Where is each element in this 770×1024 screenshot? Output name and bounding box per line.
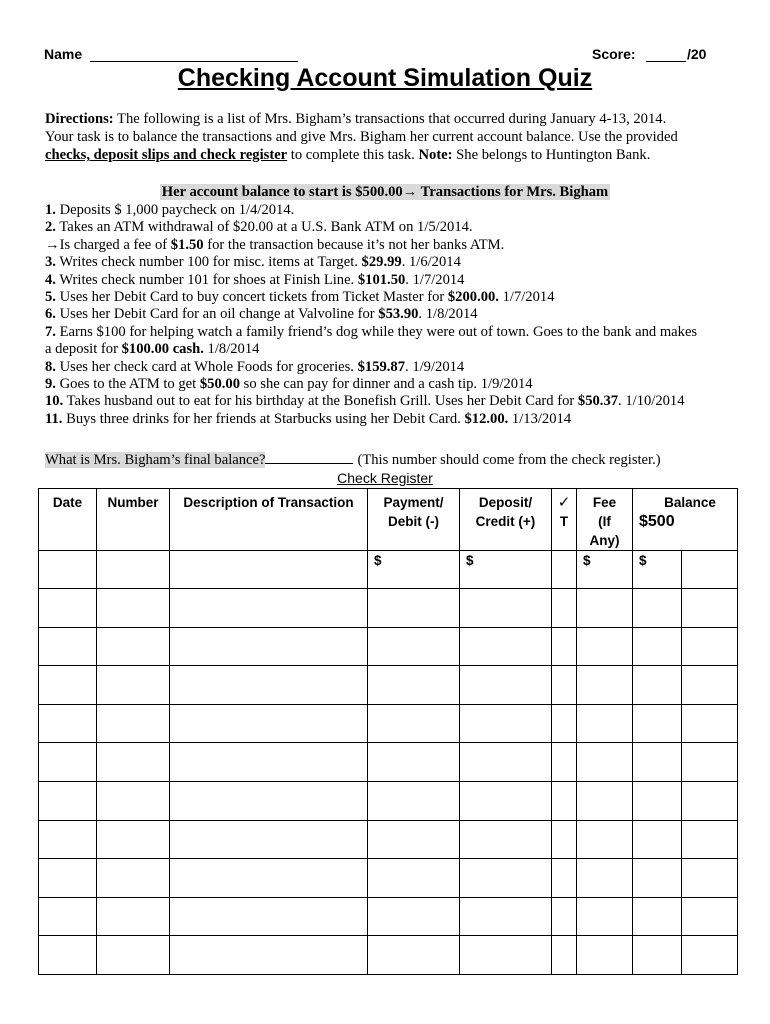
transaction-line: [45, 202, 735, 219]
cell-number[interactable]: [97, 936, 170, 975]
cell-payment[interactable]: [368, 820, 460, 859]
directions-materials: checks, deposit slips and check register: [45, 147, 288, 163]
transaction-amount: $159.87: [357, 358, 406, 375]
cell-description[interactable]: [170, 589, 368, 628]
cell-balance[interactable]: [633, 781, 682, 820]
transaction-text: a deposit for: [45, 341, 122, 358]
directions-line1: The following is a list of Mrs. Bigham’s transactions that occurred during January 4-13, 2014.: [113, 111, 667, 127]
register-header-row: [39, 489, 738, 551]
cell-description[interactable]: [170, 859, 368, 898]
transaction-date: 1/13/2014: [508, 410, 572, 427]
cell-number[interactable]: [97, 743, 170, 782]
cell-date[interactable]: [39, 551, 97, 589]
col-deposit-l1: Deposit/: [478, 495, 533, 510]
transaction-text: Uses her Debit Card for an oil change at Valvoline for: [55, 306, 379, 323]
cell-description[interactable]: [170, 781, 368, 820]
cell-balance-cents[interactable]: [682, 897, 738, 936]
transaction-number: 7.: [45, 323, 56, 340]
transaction-text: →Is charged a fee of: [45, 236, 171, 253]
col-payment: [368, 489, 460, 551]
register-row: [39, 589, 738, 628]
transaction-number: 1.: [45, 202, 56, 218]
cell-deposit[interactable]: [460, 666, 552, 705]
transaction-amount: $1.50: [170, 236, 204, 253]
cell-balance-cents[interactable]: [682, 666, 738, 705]
transaction-number: 9.: [45, 376, 56, 393]
score-blank[interactable]: [646, 61, 686, 62]
transaction-date: 1/8/2014: [203, 341, 260, 358]
page-title: Checking Account Simulation Quiz: [177, 64, 593, 92]
transaction-line: [45, 237, 735, 254]
transaction-line: [45, 254, 735, 271]
cell-description[interactable]: [170, 551, 368, 589]
cell-fee[interactable]: [577, 936, 633, 975]
cell-balance-cents[interactable]: [682, 859, 738, 898]
cell-balance[interactable]: $: [633, 551, 682, 589]
cell-balance[interactable]: [633, 859, 682, 898]
transaction-text: Takes an ATM withdrawal of $20.00 at a U.S. Bank ATM on 1/5/2014.: [55, 219, 473, 236]
transaction-line: [45, 289, 735, 306]
cell-balance[interactable]: [633, 897, 682, 936]
transaction-text: Uses her check card at Whole Foods for groceries.: [55, 358, 358, 375]
cell-deposit[interactable]: [460, 704, 552, 743]
transaction-number: 8.: [45, 358, 56, 375]
cell-balance-cents[interactable]: [682, 589, 738, 628]
transaction-amount: $100.00 cash.: [121, 341, 204, 358]
balance-start-value: $500: [639, 513, 675, 530]
transaction-amount: $200.00.: [447, 289, 499, 306]
cell-number[interactable]: [97, 704, 170, 743]
col-deposit: [460, 489, 552, 551]
cell-number[interactable]: [97, 551, 170, 589]
cell-deposit[interactable]: [460, 627, 552, 666]
register-row: [39, 936, 738, 975]
transaction-line: [45, 393, 735, 410]
register-title: Check Register: [337, 470, 433, 486]
cell-fee[interactable]: [577, 820, 633, 859]
transaction-text: Deposits $ 1,000 paycheck on 1/4/2014.: [55, 202, 295, 218]
cell-description[interactable]: [170, 936, 368, 975]
note-text: She belongs to Huntington Bank.: [452, 147, 651, 163]
cell-payment[interactable]: [368, 936, 460, 975]
cell-date[interactable]: [39, 936, 97, 975]
register-row: [39, 897, 738, 936]
cell-fee[interactable]: [577, 897, 633, 936]
col-check: [552, 489, 577, 551]
cell-payment[interactable]: [368, 704, 460, 743]
name-label: Name: [44, 46, 83, 62]
transaction-line: [45, 272, 735, 289]
register-row: [39, 781, 738, 820]
cell-deposit[interactable]: [460, 589, 552, 628]
cell-deposit[interactable]: [460, 936, 552, 975]
transaction-date: 1/7/2014: [498, 289, 555, 306]
transaction-amount: $53.90: [378, 306, 419, 323]
transaction-date: . 1/6/2014: [401, 254, 461, 271]
cell-check[interactable]: [552, 820, 577, 859]
question-text: What is Mrs. Bigham’s final balance?: [45, 452, 266, 468]
cell-check[interactable]: [552, 781, 577, 820]
cell-payment[interactable]: [368, 589, 460, 628]
transaction-date: . 1/7/2014: [405, 271, 465, 288]
cell-description[interactable]: [170, 897, 368, 936]
transaction-line: [45, 306, 735, 323]
cell-description[interactable]: [170, 820, 368, 859]
directions-line3: to complete this task.: [287, 147, 419, 163]
register-row: [39, 743, 738, 782]
transaction-number: 10.: [45, 393, 64, 410]
transaction-amount: $12.00.: [464, 410, 509, 427]
note-label: Note:: [418, 147, 453, 163]
transaction-date: so she can pay for dinner and a cash tip. 1/9/2014: [240, 376, 533, 393]
register-row: [39, 666, 738, 705]
transaction-line: [45, 219, 735, 236]
transaction-text: Earns $100 for helping watch a family friend’s dog while they were out of town. Goes to the bank and makes: [55, 323, 698, 340]
col-date: Date: [39, 489, 97, 551]
transaction-amount: $50.00: [199, 376, 240, 393]
col-deposit-l2: Credit (+): [475, 514, 536, 529]
score-total: /20: [687, 46, 707, 62]
cell-check[interactable]: [552, 897, 577, 936]
transaction-text: Writes check number 101 for shoes at Finish Line.: [55, 271, 358, 288]
cell-balance[interactable]: [633, 666, 682, 705]
cell-description[interactable]: [170, 666, 368, 705]
cell-deposit[interactable]: $: [460, 551, 552, 589]
cell-check[interactable]: [552, 551, 577, 589]
cell-payment[interactable]: [368, 897, 460, 936]
directions-line2: Your task is to balance the transactions and give Mrs. Bigham her current account balance. Use the provided: [45, 129, 678, 145]
cell-number[interactable]: [97, 627, 170, 666]
transaction-line: [45, 411, 735, 428]
cell-balance-cents[interactable]: [682, 820, 738, 859]
cell-date[interactable]: [39, 666, 97, 705]
cell-payment[interactable]: [368, 743, 460, 782]
cell-balance-cents[interactable]: [682, 551, 738, 589]
cell-description[interactable]: [170, 627, 368, 666]
cell-fee[interactable]: [577, 859, 633, 898]
directions: [45, 110, 725, 164]
transaction-text: Takes husband out to eat for his birthday at the Bonefish Grill. Uses her Debit Card for: [63, 393, 578, 410]
directions-label: Directions:: [45, 111, 114, 127]
cell-date[interactable]: [39, 589, 97, 628]
transaction-date: . 1/8/2014: [418, 306, 478, 323]
cell-balance[interactable]: [633, 704, 682, 743]
cell-description[interactable]: [170, 743, 368, 782]
col-number: Number: [97, 489, 170, 551]
col-fee-l3: Any): [589, 533, 620, 548]
cell-check[interactable]: [552, 936, 577, 975]
transaction-list: [45, 202, 735, 428]
cell-check[interactable]: [552, 859, 577, 898]
cell-payment[interactable]: $: [368, 551, 460, 589]
transaction-line: [45, 341, 735, 358]
cell-fee[interactable]: [577, 704, 633, 743]
transaction-number: 4.: [45, 271, 56, 288]
cell-balance[interactable]: [633, 743, 682, 782]
cell-number[interactable]: [97, 781, 170, 820]
check-register-table: [38, 488, 738, 975]
col-payment-l2: Debit (-): [388, 514, 439, 529]
cell-balance-cents[interactable]: [682, 627, 738, 666]
cell-deposit[interactable]: [460, 897, 552, 936]
transaction-line: [45, 376, 735, 393]
cell-balance-cents[interactable]: [682, 743, 738, 782]
col-payment-l1: Payment/: [383, 495, 444, 510]
cell-balance-cents[interactable]: [682, 704, 738, 743]
cell-check[interactable]: [552, 666, 577, 705]
name-score-row: [44, 46, 707, 66]
col-fee-l1: Fee: [592, 495, 617, 510]
cell-check[interactable]: [552, 589, 577, 628]
register-row: [39, 704, 738, 743]
register-row: [39, 859, 738, 898]
cell-date[interactable]: [39, 820, 97, 859]
final-balance-question: [45, 452, 735, 469]
cell-date[interactable]: [39, 743, 97, 782]
start-balance-text: Her account balance to start is $500.00→ Transactions for Mrs. Bigham: [161, 184, 609, 200]
register-first-row: [39, 551, 738, 589]
col-balance-label: Balance: [664, 495, 716, 510]
cell-balance[interactable]: [633, 936, 682, 975]
cell-fee[interactable]: [577, 666, 633, 705]
transaction-amount: $50.37: [577, 393, 619, 410]
transaction-number: 5.: [45, 289, 56, 306]
transaction-number: 11.: [45, 410, 63, 427]
cell-payment[interactable]: [368, 627, 460, 666]
score-label: Score:: [592, 46, 636, 62]
transaction-number: 6.: [45, 306, 56, 323]
cell-payment[interactable]: [368, 666, 460, 705]
transaction-date: . 1/9/2014: [405, 358, 465, 375]
col-description: Description of Transaction: [170, 489, 368, 551]
cell-date[interactable]: [39, 781, 97, 820]
final-balance-blank[interactable]: [265, 463, 353, 464]
transaction-amount: $101.50: [357, 271, 406, 288]
cell-number[interactable]: [97, 589, 170, 628]
cell-date[interactable]: [39, 859, 97, 898]
cell-fee[interactable]: [577, 743, 633, 782]
transaction-text: Buys three drinks for her friends at Starbucks using her Debit Card.: [62, 410, 465, 427]
cell-balance-cents[interactable]: [682, 781, 738, 820]
cell-date[interactable]: [39, 627, 97, 666]
start-balance-heading: [0, 184, 770, 201]
cell-fee[interactable]: [577, 781, 633, 820]
transaction-text: Writes check number 100 for misc. items at Target.: [55, 254, 362, 271]
transaction-text: Goes to the ATM to get: [55, 376, 200, 393]
cell-check[interactable]: [552, 704, 577, 743]
transaction-text: Uses her Debit Card to buy concert tickets from Ticket Master for: [55, 289, 448, 306]
transaction-number: 3.: [45, 254, 56, 271]
transaction-number: 2.: [45, 219, 56, 236]
name-blank[interactable]: [90, 61, 298, 62]
cell-deposit[interactable]: [460, 743, 552, 782]
cell-fee[interactable]: [577, 627, 633, 666]
register-body: [39, 589, 738, 975]
cell-date[interactable]: [39, 704, 97, 743]
cell-payment[interactable]: [368, 859, 460, 898]
cell-balance[interactable]: [633, 627, 682, 666]
cell-deposit[interactable]: [460, 781, 552, 820]
cell-number[interactable]: [97, 820, 170, 859]
question-hint: (This number should come from the check register.): [357, 452, 661, 468]
cell-check[interactable]: [552, 743, 577, 782]
cell-fee[interactable]: $: [577, 551, 633, 589]
checkmark-icon: ✓: [557, 494, 571, 511]
cell-number[interactable]: [97, 666, 170, 705]
transaction-amount: $29.99: [361, 254, 402, 271]
register-row: [39, 627, 738, 666]
cell-fee[interactable]: [577, 589, 633, 628]
cell-check[interactable]: [552, 627, 577, 666]
cell-number[interactable]: [97, 859, 170, 898]
transaction-line: [45, 324, 735, 341]
cell-balance-cents[interactable]: [682, 936, 738, 975]
col-balance: [633, 489, 738, 551]
cell-deposit[interactable]: [460, 820, 552, 859]
col-check-t: T: [559, 514, 569, 529]
transaction-date: . 1/10/2014: [618, 393, 685, 410]
register-row: [39, 820, 738, 859]
cell-description[interactable]: [170, 704, 368, 743]
col-fee: [577, 489, 633, 551]
transaction-line: [45, 359, 735, 376]
cell-balance[interactable]: [633, 820, 682, 859]
cell-deposit[interactable]: [460, 859, 552, 898]
col-fee-l2: (If: [598, 514, 611, 529]
cell-balance[interactable]: [633, 589, 682, 628]
cell-payment[interactable]: [368, 781, 460, 820]
transaction-date: for the transaction because it’s not her banks ATM.: [203, 236, 505, 253]
cell-date[interactable]: [39, 897, 97, 936]
cell-number[interactable]: [97, 897, 170, 936]
